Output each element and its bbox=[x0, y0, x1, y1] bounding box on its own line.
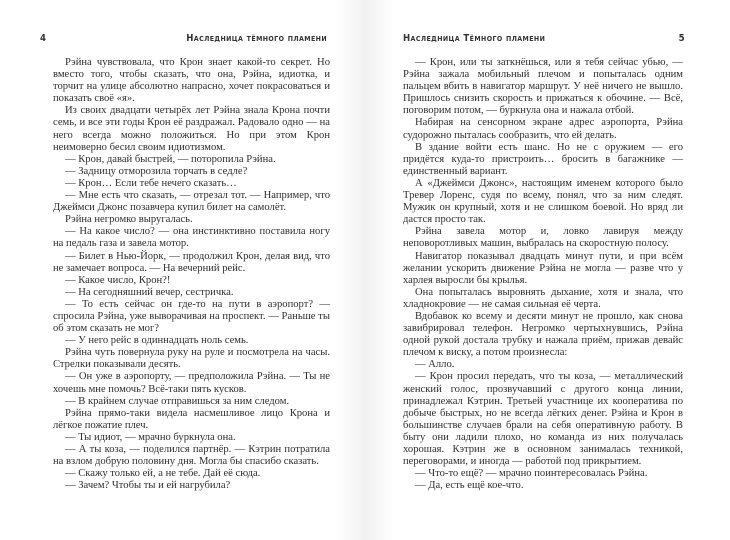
paragraph: Из своих двадцати четырёх лет Рэйна знала Крона почти семь, и все эти годы Крон её раздражал. Радовало одно — на него всегда можно положиться. Но при этом Крон неимоверно бесил своим идиотизмом. bbox=[53, 105, 330, 153]
page-number: 4 bbox=[40, 33, 47, 44]
paragraph: — Он уже в аэропорту, — предположила Рэйна. — Ты не хочешь мне помочь? Всё-таки пять кусков. bbox=[53, 371, 330, 395]
running-title: Наследница Тёмного пламени bbox=[403, 33, 546, 44]
paragraph: А «Джеймси Джонс», настоящим именем которого было Тревер Лоренс, судя по всему, понял, что за ним следят. Мужик он крупный, хотя и не слишком боевой. Но вряд ли дастся просто так. bbox=[403, 177, 683, 226]
paragraph: — Крон… Если тебе нечего сказать… bbox=[65, 177, 237, 189]
paragraph: Она попыталась выровнять дыхание, хотя и знала, что хладнокровие — не самая сильная её черта. bbox=[403, 286, 683, 310]
paragraph: — Зачем? Чтобы ты и ей нагрубила? bbox=[65, 480, 231, 492]
paragraph: — Какое число, Крон?! bbox=[65, 274, 171, 286]
paragraph: Набирая на сенсорном экране адрес аэропорта, Рэйна судорожно пыталась сообразить, что ей делать. bbox=[403, 117, 683, 141]
paragraph: Навигатор показывал двадцать минут пути, и при всём желании ускорить движение Рэйна не могла — разве что у харлея выросли бы крылья. bbox=[403, 250, 683, 286]
right-page bbox=[365, 0, 730, 540]
paragraph: — Алло. bbox=[415, 359, 455, 371]
page-text bbox=[53, 57, 330, 492]
paragraph: — А ты коза, — поделился партнёр. — Кэтрин потратила на взлом добрую половину дня. Могла бы спасибо сказать. bbox=[53, 444, 330, 468]
paragraph: — Билет в Нью-Йорк, — продолжил Крон, делая вид, что не замечает вопроса. — На вечерний рейс. bbox=[53, 250, 330, 274]
paragraph: — Скажу только ей, а не тебе. Дай её сюда. bbox=[65, 468, 261, 480]
paragraph: — Крон просил передать, что ты коза, — металлический женский голос, прозвучавший с другого конца линии, принадлежал Кэтрин. Третьей участнице их кооператива по добыче быстрых, но не всегда лёгких денег. Рэйна и Крон в большинстве случаев брали на себя оперативную работу. В быту они ладили плохо, но команда из них получалась хорошая. Кэтрин же в основном занималась техникой, переговорами, и иногда — работой под прикрытием. bbox=[403, 371, 683, 468]
paragraph: — Что-то ещё? — мрачно поинтересовалась Рэйна. bbox=[415, 468, 648, 480]
running-header bbox=[403, 33, 685, 47]
paragraph: — Мне есть что сказать, — отрезал тот. — Например, что Джеймси Джонс позавчера купил билет на самолёт. bbox=[53, 190, 330, 214]
paragraph: — Ты идиот, — мрачно буркнула она. bbox=[65, 431, 236, 443]
paragraph: — В крайнем случае отправишься за ним следом. bbox=[65, 395, 290, 407]
paragraph: Вдобавок ко всему и десяти минут не прошло, как снова завибрировал телефон. Негромко чертыхнувшись, Рэйна одной рукой достала трубку и нажала приём, прижав девайс плечом к виску, а потом произнесла: bbox=[403, 310, 683, 359]
paragraph: Рэйна чувствовала, что Крон знает какой-то секрет. Но вместо того, чтобы сказать, что она, Рэйна, идиотка, и торчит на улице абсолютно напрасно, хочет покрасоваться и показать своё «я». bbox=[53, 57, 330, 105]
page-text bbox=[403, 57, 683, 492]
paragraph: В здание войти есть шанс. Но не с оружием — его придётся куда-то пристроить… бросить в багажнике — единственный вариант. bbox=[403, 141, 683, 177]
page-number: 5 bbox=[678, 33, 685, 44]
paragraph: Рэйна негромко выругалась. bbox=[65, 214, 193, 226]
paragraph: — На какое число? — она инстинктивно поставила ногу на педаль газа и завела мотор. bbox=[53, 226, 330, 250]
paragraph: Рэйна прямо-таки видела насмешливое лицо Крона и лёгкое пожатие плеч. bbox=[53, 407, 330, 431]
paragraph: — У него рейс в одиннадцать ноль семь. bbox=[65, 335, 249, 347]
paragraph: Рэйна чуть повернула руку на руле и посмотрела на часы. Стрелки показывали десять. bbox=[53, 347, 330, 371]
paragraph: — Задницу отморозила торчать в седле? bbox=[65, 165, 248, 177]
running-header bbox=[40, 33, 327, 47]
running-title: Наследница тёмного пламени bbox=[186, 33, 327, 44]
paragraph: Рэйна завела мотор и, ловко лавируя между неповоротливых машин, выбралась на скоростную полосу. bbox=[403, 226, 683, 250]
paragraph: — Крон, или ты заткнёшься, или я тебя сейчас убью, — Рэйна зажала мобильный плечом и попыталась одним пальцем вбить в навигатор маршрут. У неё ничего не вышло. Пришлось снизить скорость и прижаться к обочине. — Всё, поговорим потом, — буркнула она и нажала отбой. bbox=[403, 57, 683, 117]
paragraph: — То есть сейчас он где-то на пути в аэропорт? — спросила Рэйна, уже выворачивая на проспект. — Раньше ты об этом сказать не мог? bbox=[53, 298, 330, 335]
paragraph: — Да, есть ещё кое-что. bbox=[415, 480, 524, 492]
paragraph: — На сегодняшний вечер, сестричка. bbox=[65, 286, 234, 298]
paragraph: — Крон, давай быстрей, — поторопила Рэйна. bbox=[65, 153, 276, 165]
